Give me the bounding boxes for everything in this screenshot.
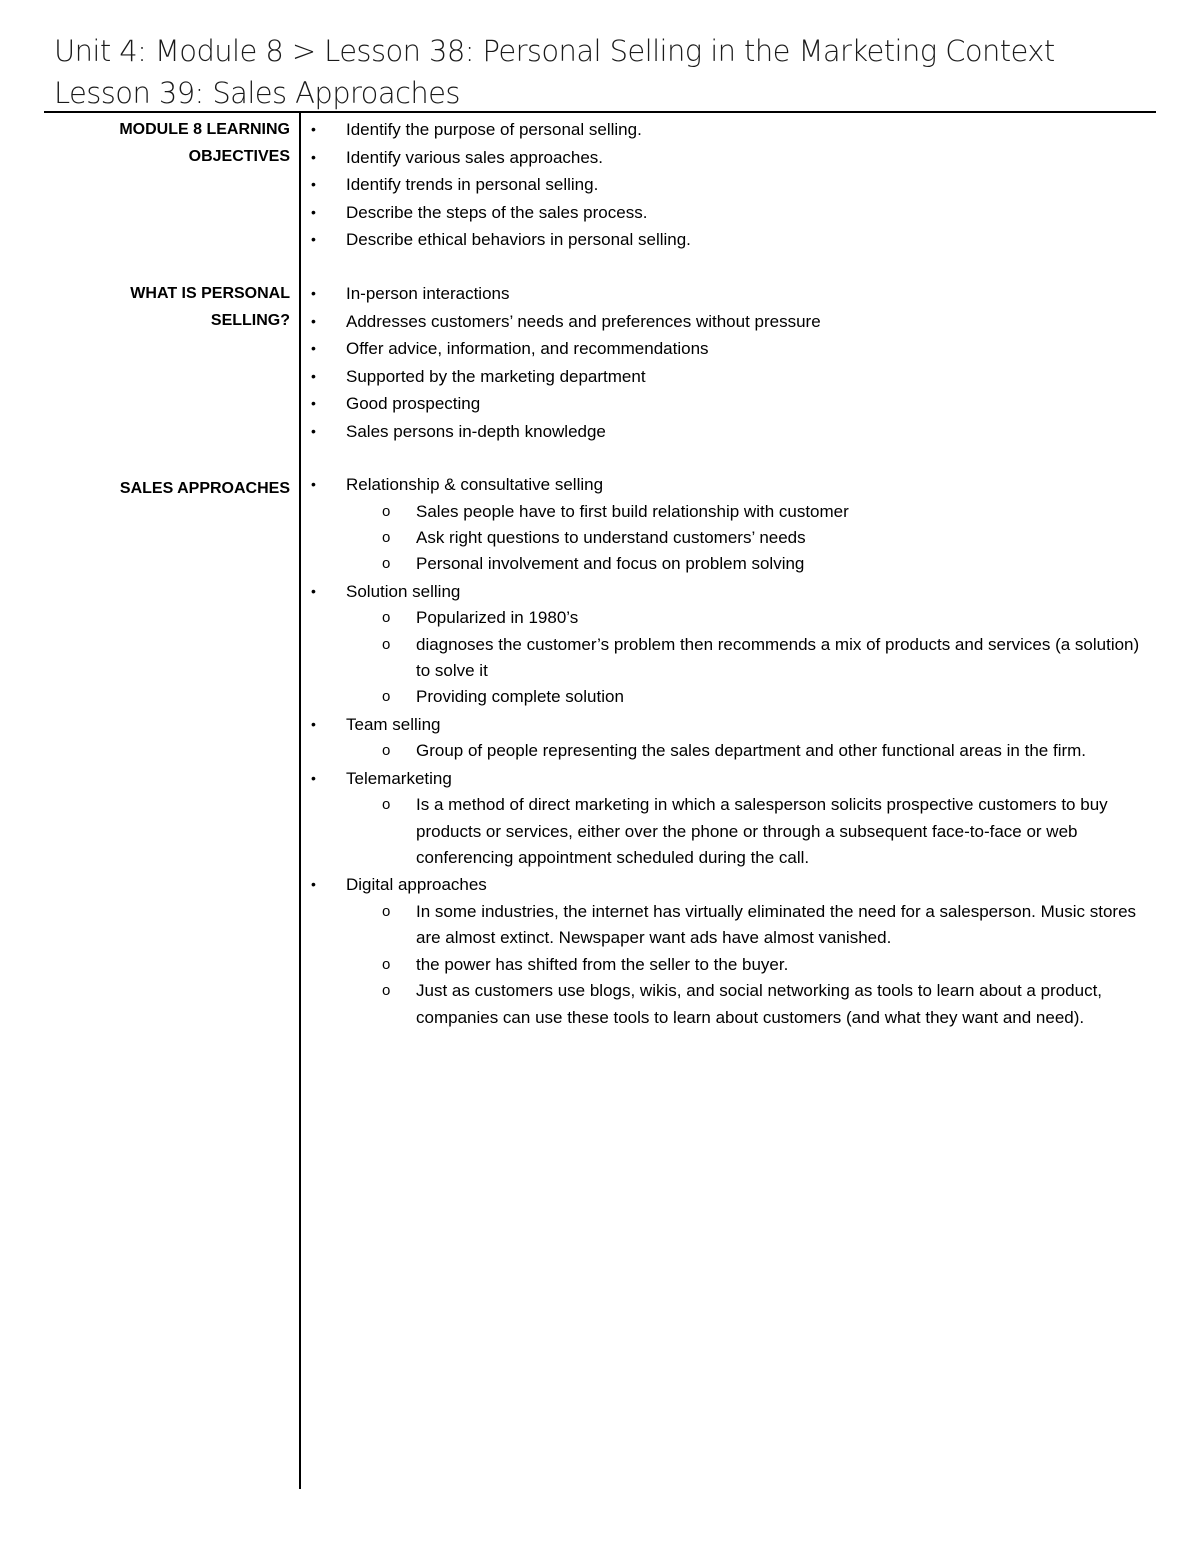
list-item [306,578,1156,606]
bullet-glyph: • [311,176,316,192]
list-item-text: Telemarketing [346,768,452,788]
sub-list-item-text: diagnoses the customer’s problem then recommends a mix of products and services (a solution) to solve it [416,634,1140,681]
list-item [306,363,1156,391]
section-cue [30,475,290,502]
sub-list-item [306,605,1156,631]
sub-list-item [306,525,1156,551]
title-divider [44,111,1156,113]
sub-list-item [306,499,1156,525]
list-item-text: Describe ethical behaviors in personal selling. [346,230,691,249]
sub-list-item-text: Popularized in 1980’s [416,608,579,628]
bullet-glyph: • [311,148,316,165]
notes-list [306,471,1156,1031]
sub-list-item [306,792,1156,871]
sub-bullet-glyph: o [382,528,391,546]
sub-list-item-text: Is a method of direct marketing in which a salesperson solicits prospective customers to buy products or services, either over the phone or through a subsequent face-to-face or web conferencing appointment scheduled during the call. [416,795,1108,868]
sub-list-item [306,684,1156,710]
bullet-glyph: • [311,121,316,137]
list-item [306,308,1156,336]
sub-list-item [306,551,1156,577]
list-item-text: Supported by the marketing department [346,366,646,386]
list-item-text: Good prospecting [346,394,481,413]
list-item [306,144,1156,172]
sub-bullet-glyph: o [382,609,391,627]
list-item [306,171,1156,199]
list-item [306,226,1156,254]
bullet-glyph: • [311,582,316,599]
notes-list [306,116,1156,254]
title-line-2: Lesson 39: Sales Approaches [54,76,460,110]
sub-list-item [306,952,1156,978]
list-item-text: Sales persons in-depth knowledge [346,421,606,441]
cue-line: OBJECTIVES [188,148,290,165]
notes-list [306,280,1156,445]
sub-bullet-glyph: o [382,555,391,573]
bullet-glyph: • [311,476,316,492]
bullet-glyph: • [311,285,316,301]
list-item-text: Identify various sales approaches. [346,147,604,167]
cue-line: MODULE 8 LEARNING [119,121,290,138]
list-item-text: In-person interactions [346,284,510,303]
list-item [306,765,1156,793]
list-item [306,471,1156,499]
sub-list-item-text: Providing complete solution [416,687,624,707]
sub-list-item-text: the power has shifted from the seller to the buyer. [416,954,789,974]
list-item-text: Relationship & consultative selling [346,475,604,494]
sub-list-item-text: Sales people have to first build relationship with customer [416,501,849,521]
column-divider [299,113,301,1489]
section-cue [30,116,290,170]
list-item-text: Offer advice, information, and recommendations [346,339,709,358]
bullet-glyph: • [311,340,316,356]
list-item-text: Addresses customers’ needs and preferences without pressure [346,311,821,331]
bullet-glyph: • [311,312,316,329]
sub-list-item-text: Just as customers use blogs, wikis, and social networking as tools to learn about a product, companies can use these tools to learn about customers (and what they want and need). [416,981,1103,1027]
section-cue [30,280,290,334]
bullet-glyph: • [311,203,316,220]
sub-bullet-glyph: o [382,502,391,520]
list-item-text: Team selling [346,714,441,734]
sub-list-item-text: Ask right questions to understand customers’ needs [416,527,806,547]
bullet-glyph: • [311,395,316,411]
sub-list-item [306,978,1156,1031]
sub-list-item [306,632,1156,685]
sub-bullet-glyph: o [382,688,391,706]
sub-list-item [306,738,1156,764]
bullet-glyph: • [311,876,316,893]
bullet-glyph: • [311,231,316,247]
sub-bullet-glyph: o [382,796,391,814]
list-item-text: Digital approaches [346,875,487,895]
sub-bullet-glyph: o [382,902,391,920]
title-line-1: Unit 4: Module 8 > Lesson 38: Personal Selling in the Marketing Context [54,34,1055,68]
list-item [306,418,1156,446]
cue-line: WHAT IS PERSONAL [130,285,290,302]
sub-list-item-text: Personal involvement and focus on problem solving [416,554,805,574]
list-item [306,335,1156,363]
cue-line: SELLING? [210,312,290,329]
list-item-text: Solution selling [346,581,461,601]
list-item [306,871,1156,899]
sub-bullet-glyph: o [382,635,391,653]
sub-list-item [306,899,1156,952]
list-item [306,199,1156,227]
bullet-glyph: • [311,769,316,786]
sub-bullet-glyph: o [382,742,391,760]
list-item [306,280,1156,308]
list-item-text: Identify trends in personal selling. [346,175,599,194]
list-item-text: Identify the purpose of personal selling. [346,120,642,139]
bullet-glyph: • [311,422,316,439]
sub-list-item-text: Group of people representing the sales department and other functional areas in the firm. [416,741,1087,761]
list-item [306,390,1156,418]
cue-line: SALES APPROACHES [119,480,290,497]
sub-bullet-glyph: o [382,982,391,1000]
bullet-glyph: • [311,367,316,384]
page-title [54,30,1055,114]
list-item-text: Describe the steps of the sales process. [346,202,648,222]
list-item [306,711,1156,739]
sub-bullet-glyph: o [382,955,391,973]
sub-list-item-text: In some industries, the internet has virtually eliminated the need for a salesperson. Music stores are almost extinct. Newspaper want ads have almost vanished. [416,901,1137,948]
list-item [306,116,1156,144]
bullet-glyph: • [311,715,316,732]
